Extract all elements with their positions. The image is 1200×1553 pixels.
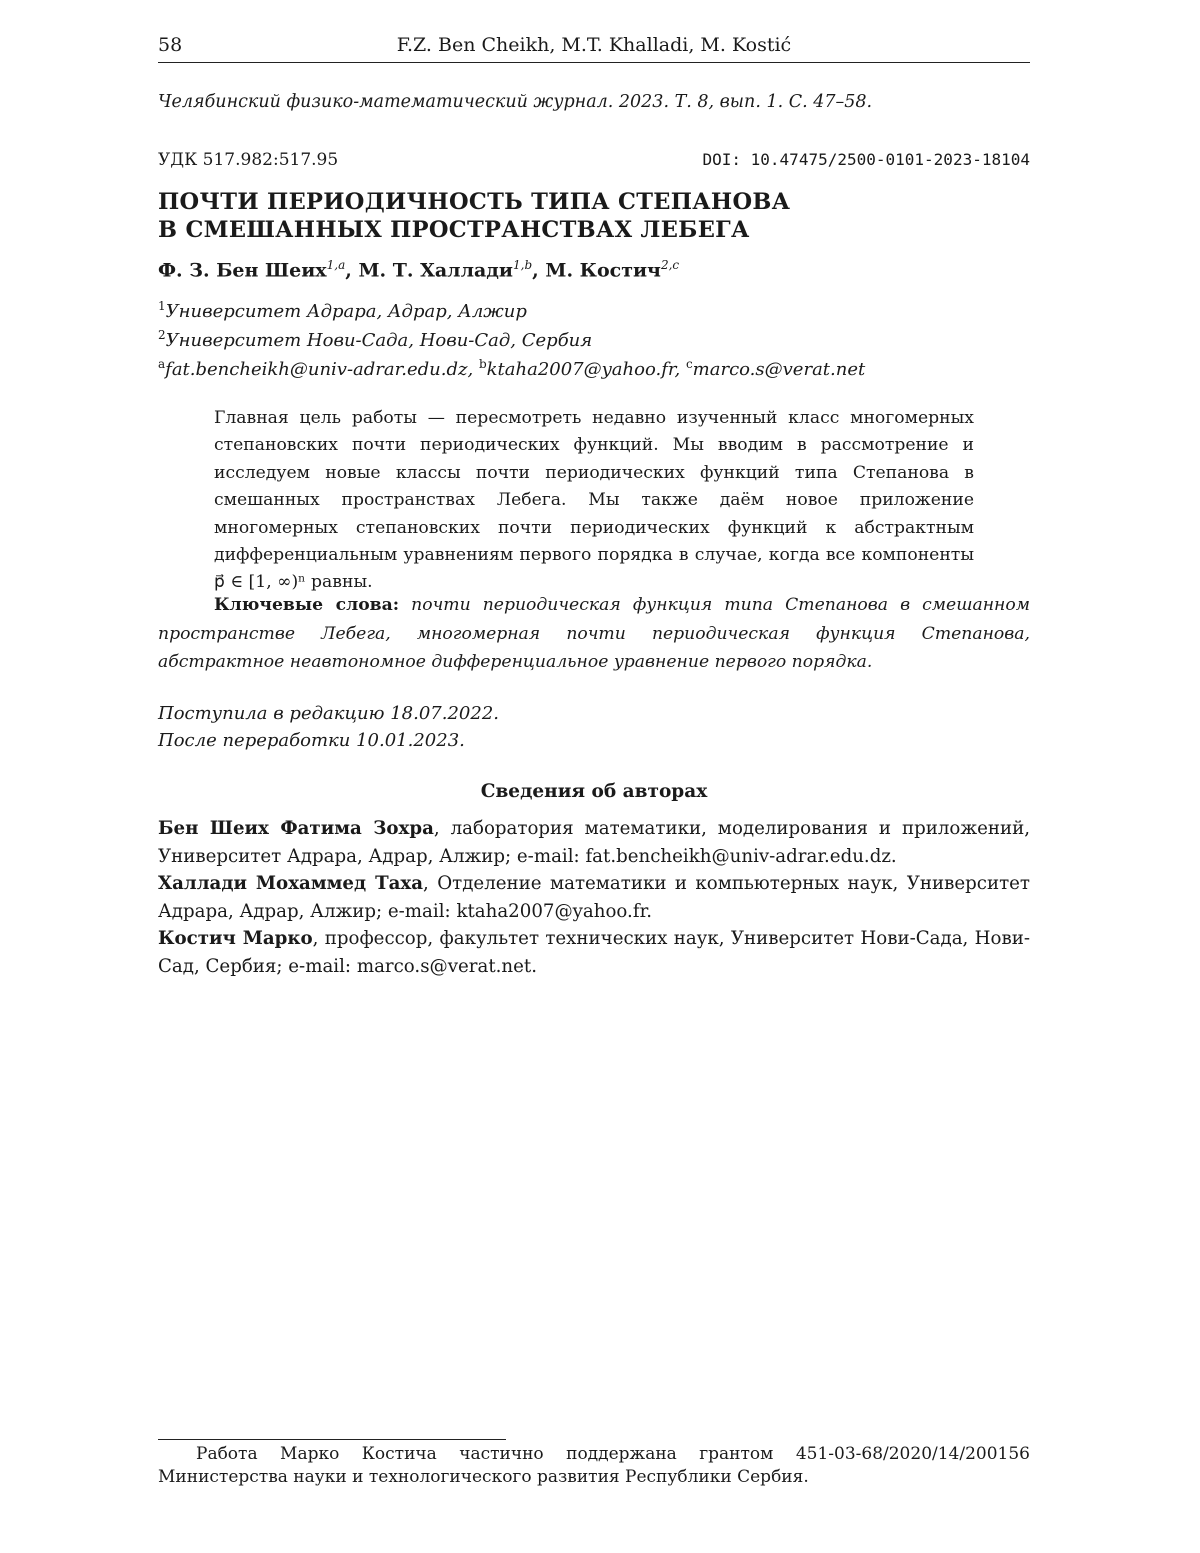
udk-code: УДК 517.982:517.95 — [158, 150, 339, 170]
author-full-name: Бен Шеих Фатима Зохра — [158, 818, 434, 839]
doi: DOI: 10.47475/2500-0101-2023-18104 — [702, 150, 1030, 169]
author-name: М. Костич — [545, 259, 661, 282]
author-name: М. Т. Халлади — [358, 259, 514, 282]
author-name: Ф. З. Бен Шеих — [158, 259, 327, 282]
footnote-divider — [158, 1439, 506, 1440]
author-details: , Отделение математики и компьютерных наук, Университет Адрара, Адрар, Алжир; e-mail: ktaha2007@yahoo.fr. — [158, 873, 1030, 922]
affiliation-mark: 1 — [158, 299, 166, 313]
journal-reference: Челябинский физико-математический журнал. 2023. Т. 8, вып. 1. С. 47–58. — [158, 92, 873, 112]
affiliation-text: Университет Нови-Сада, Нови-Сад, Сербия — [165, 330, 593, 351]
revised-date: После переработки 10.01.2023. — [158, 730, 465, 751]
funding-footnote: Работа Марко Костича частично поддержана грантом 451-03-68/2020/14/200156 Министерства науки и технологического развития Республики Сербия. — [158, 1444, 1030, 1487]
abstract-formula: p⃗ ∈ [1, ∞)ⁿ — [214, 572, 306, 593]
author-full-name: Костич Марко — [158, 928, 313, 950]
author-info-entry — [158, 815, 1030, 870]
author-details: , профессор, факультет технических наук, Университет Нови-Сада, Нови-Сад, Сербия; e-mail: marco.s@verat.net. — [158, 928, 1030, 977]
email-link[interactable]: ktaha2007@yahoo.fr, — [486, 359, 686, 380]
keywords-label: Ключевые слова: — [214, 595, 400, 615]
email-mark: c — [685, 357, 693, 371]
running-header — [158, 34, 1030, 63]
author-affiliation-mark: 1,b — [513, 258, 533, 272]
affiliation-mark: 2 — [158, 328, 166, 342]
affiliation-text: Университет Адрара, Адрар, Алжир — [165, 301, 527, 322]
author-affiliation-mark: 2,c — [660, 258, 680, 272]
abstract-text: Главная цель работы — пересмотреть недавно изученный класс многомерных степановских почти периодических функций. Мы вводим в рассмотрение и исследуем новые классы почти периодических функций типа Степанова в смешанных пространствах Лебега. Мы также даём новое приложение многомерных степановских почти периодических функций к абстрактным дифференциальным уравнениям первого порядка в случае, когда все компоненты — [214, 408, 974, 566]
keywords — [158, 591, 1030, 677]
author-emails — [158, 357, 865, 380]
author-list — [158, 258, 679, 281]
page-number: 58 — [158, 34, 183, 56]
abstract — [214, 405, 974, 597]
email-mark: b — [478, 357, 487, 371]
author-separator: , — [345, 259, 359, 282]
paper-title — [158, 188, 790, 244]
affiliation-1 — [158, 299, 527, 322]
author-full-name: Халлади Мохаммед Таха — [158, 873, 424, 895]
about-authors-heading: Сведения об авторах — [480, 781, 708, 802]
email-link[interactable]: fat.bencheikh@univ-adrar.edu.dz, — [165, 359, 479, 380]
email-link[interactable]: marco.s@verat.net — [692, 359, 866, 380]
author-info-entry — [158, 925, 1030, 980]
email-mark: a — [158, 357, 166, 371]
author-separator: , — [532, 259, 546, 282]
keywords-text: почти периодическая функция типа Степанова в смешанном пространстве Лебега, многомерная почти периодическая функция Степанова, абстрактное неавтономное дифференциальное уравнение первого порядка. — [158, 595, 1030, 672]
affiliation-2 — [158, 328, 592, 351]
received-date: Поступила в редакцию 18.07.2022. — [158, 703, 499, 724]
author-details: , лаборатория математики, моделирования и приложений, Университет Адрара, Адрар, Алжир; e-mail: fat.bencheikh@univ-adrar.edu.dz. — [158, 818, 1030, 867]
title-line-2: В СМЕШАННЫХ ПРОСТРАНСТВАХ ЛЕБЕГА — [158, 217, 750, 243]
abstract-tail: равны. — [305, 572, 373, 593]
about-authors — [158, 815, 1030, 981]
author-info-entry — [158, 870, 1030, 925]
running-authors: F.Z. Ben Cheikh, M.T. Khalladi, M. Kostić — [396, 34, 792, 56]
paper-page — [158, 0, 1030, 1553]
title-line-1: ПОЧТИ ПЕРИОДИЧНОСТЬ ТИПА СТЕПАНОВА — [158, 189, 791, 215]
author-affiliation-mark: 1,a — [326, 258, 346, 272]
